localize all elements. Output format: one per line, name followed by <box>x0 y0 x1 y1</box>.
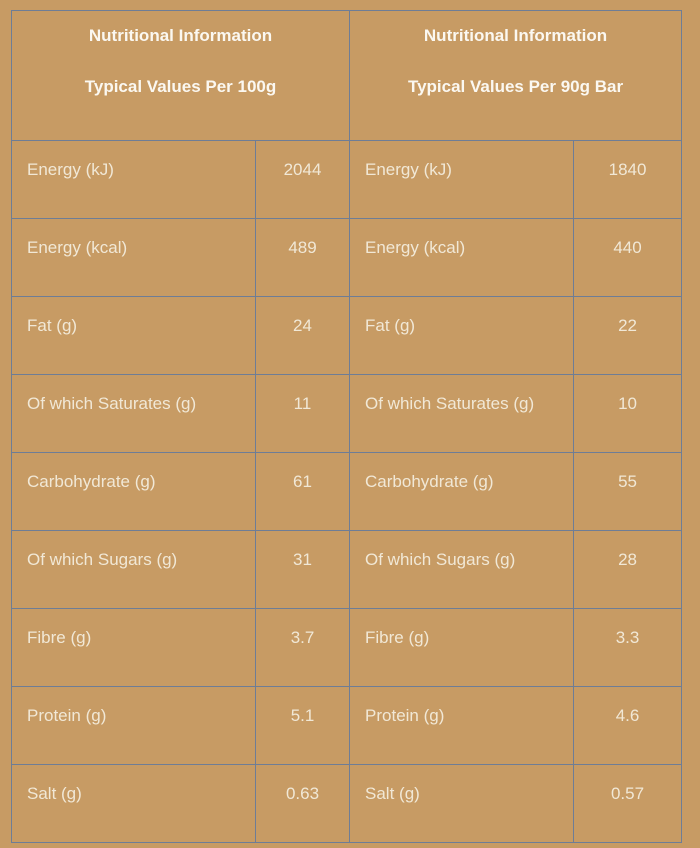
row-value: 1840 <box>574 141 682 219</box>
table-subtitle-90g: Typical Values Per 90g Bar <box>407 77 624 96</box>
row-label: Fibre (g) <box>12 609 256 687</box>
row-label: Of which Sugars (g) <box>350 531 574 609</box>
row-value: 0.63 <box>256 765 350 843</box>
row-value: 24 <box>256 297 350 375</box>
row-value: 440 <box>574 219 682 297</box>
row-value: 11 <box>256 375 350 453</box>
table-row-saturates <box>12 375 682 453</box>
nutrition-table <box>11 10 682 843</box>
row-value: 28 <box>574 531 682 609</box>
table-header-per-100g <box>12 11 350 141</box>
table-row-fibre <box>12 609 682 687</box>
table-title-90g: Nutritional Information <box>423 26 608 45</box>
table-subtitle-100g: Typical Values Per 100g <box>84 77 277 96</box>
row-value: 3.3 <box>574 609 682 687</box>
table-row-fat <box>12 297 682 375</box>
row-value: 0.57 <box>574 765 682 843</box>
row-value: 31 <box>256 531 350 609</box>
nutrition-tables-container <box>11 10 682 843</box>
row-label: Fat (g) <box>350 297 574 375</box>
row-label: Energy (kJ) <box>350 141 574 219</box>
row-label: Salt (g) <box>12 765 256 843</box>
row-label: Of which Saturates (g) <box>12 375 256 453</box>
row-label: Protein (g) <box>12 687 256 765</box>
row-label: Of which Saturates (g) <box>350 375 574 453</box>
row-value: 22 <box>574 297 682 375</box>
table-row-salt <box>12 765 682 843</box>
row-label: Salt (g) <box>350 765 574 843</box>
row-label: Energy (kJ) <box>12 141 256 219</box>
table-title-100g: Nutritional Information <box>88 26 273 45</box>
table-row-energy-kj <box>12 141 682 219</box>
row-label: Energy (kcal) <box>12 219 256 297</box>
row-label: Of which Sugars (g) <box>12 531 256 609</box>
table-row-carbohydrate <box>12 453 682 531</box>
row-value: 55 <box>574 453 682 531</box>
header-row <box>12 11 682 141</box>
row-label: Protein (g) <box>350 687 574 765</box>
row-value: 10 <box>574 375 682 453</box>
row-label: Carbohydrate (g) <box>350 453 574 531</box>
row-value: 3.7 <box>256 609 350 687</box>
row-value: 4.6 <box>574 687 682 765</box>
table-row-sugars <box>12 531 682 609</box>
table-row-protein <box>12 687 682 765</box>
table-row-energy-kcal <box>12 219 682 297</box>
row-label: Fat (g) <box>12 297 256 375</box>
row-label: Energy (kcal) <box>350 219 574 297</box>
row-value: 2044 <box>256 141 350 219</box>
row-value: 489 <box>256 219 350 297</box>
row-label: Fibre (g) <box>350 609 574 687</box>
row-value: 61 <box>256 453 350 531</box>
table-header-per-90g-bar <box>350 11 682 141</box>
row-value: 5.1 <box>256 687 350 765</box>
row-label: Carbohydrate (g) <box>12 453 256 531</box>
